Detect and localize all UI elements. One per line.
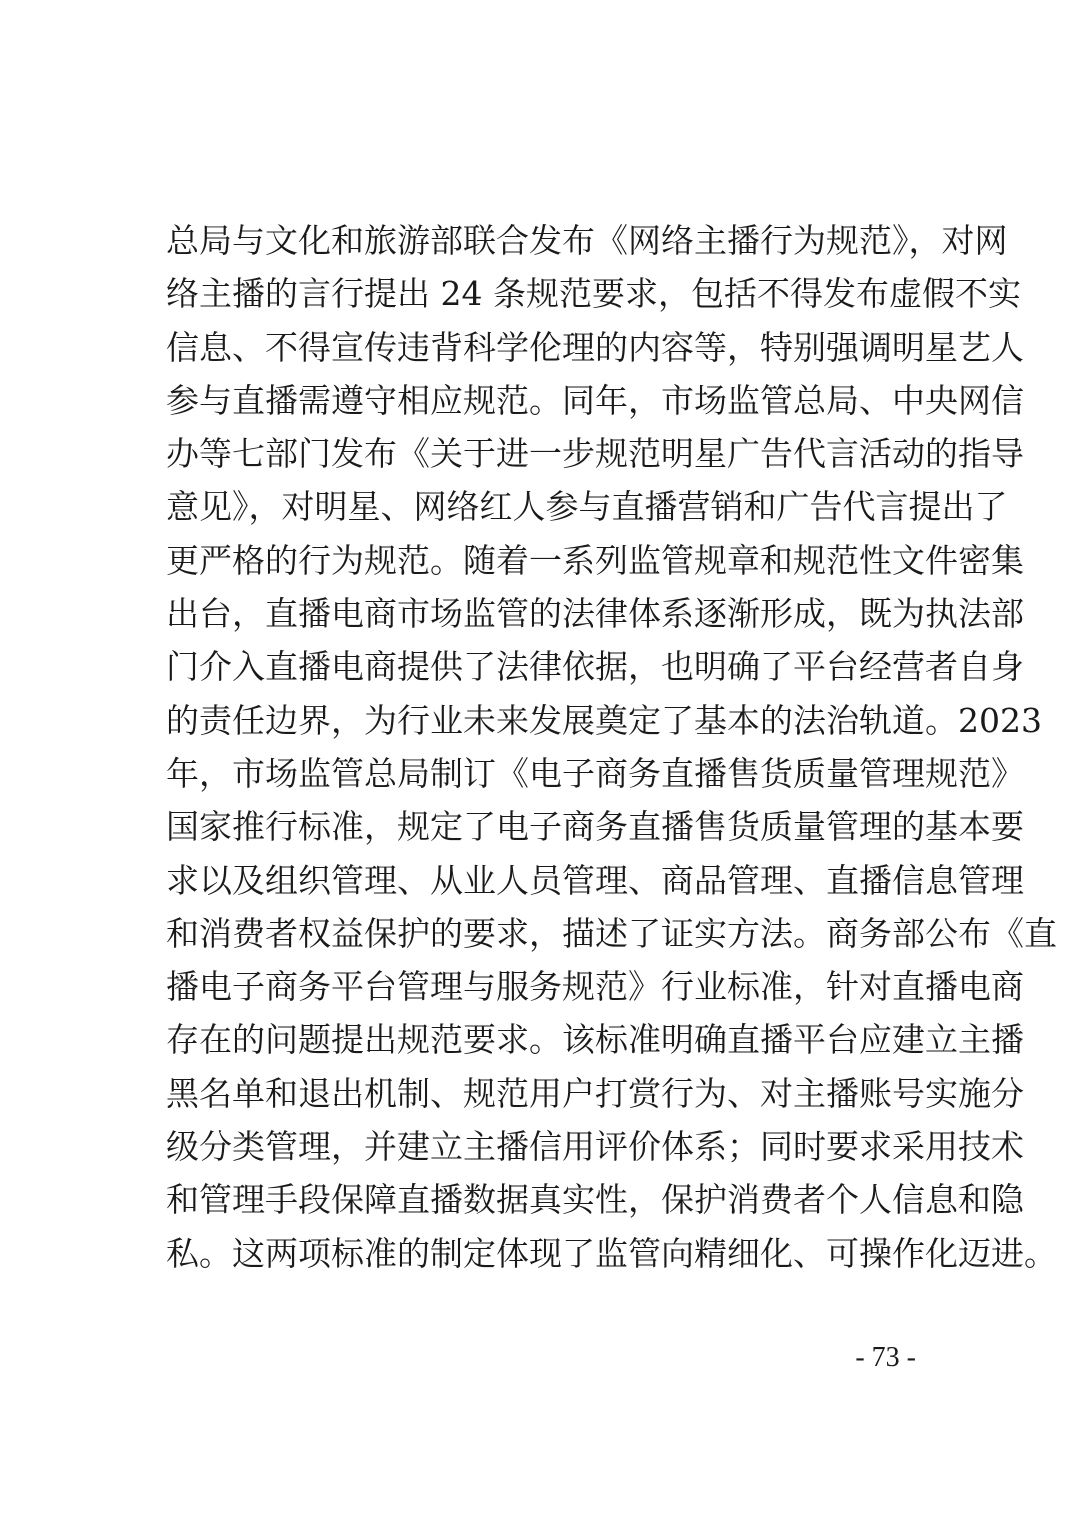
text-line: 黑名单和退出机制、规范用户打赏行为、对主播账号实施分 (166, 1073, 1024, 1113)
page-number: - 73 - (855, 1342, 916, 1373)
text-line: 出台，直播电商市场监管的法律体系逐渐形成，既为执法部 (166, 594, 1024, 634)
text-line: 更严格的行为规范。随着一系列监管规章和规范性文件密集 (166, 540, 1024, 580)
body-paragraph (166, 214, 1057, 1280)
text-line: 存在的问题提出规范要求。该标准明确直播平台应建立主播 (166, 1020, 1024, 1060)
text-line: 级分类管理，并建立主播信用评价体系；同时要求采用技术 (166, 1127, 1024, 1167)
text-line: 办等七部门发布《关于进一步规范明星广告代言活动的指导 (166, 434, 1024, 474)
text-line: 播电子商务平台管理与服务规范》行业标准，针对直播电商 (166, 967, 1024, 1007)
text-line: 络主播的言行提出 24 条规范要求，包括不得发布虚假不实 (166, 274, 1021, 314)
text-line: 参与直播需遵守相应规范。同年，市场监管总局、中央网信 (166, 380, 1024, 420)
text-line: 信息、不得宣传违背科学伦理的内容等，特别强调明星艺人 (166, 327, 1024, 367)
text-line: 的责任边界，为行业未来发展奠定了基本的法治轨道。2023 (166, 700, 1042, 740)
text-line: 门介入直播电商提供了法律依据，也明确了平台经营者自身 (166, 647, 1024, 687)
text-line: 和消费者权益保护的要求，描述了证实方法。商务部公布《直 (166, 913, 1057, 953)
text-line: 年，市场监管总局制订《电子商务直播售货质量管理规范》 (166, 753, 1024, 793)
text-line: 求以及组织管理、从业人员管理、商品管理、直播信息管理 (166, 860, 1024, 900)
text-line: 国家推行标准，规定了电子商务直播售货质量管理的基本要 (166, 807, 1024, 847)
text-line: 意见》，对明星、网络红人参与直播营销和广告代言提出了 (166, 487, 1008, 527)
text-line: 私。这两项标准的制定体现了监管向精细化、可操作化迈进。 (166, 1233, 1057, 1273)
text-line: 和管理手段保障直播数据真实性，保护消费者个人信息和隐 (166, 1180, 1024, 1220)
text-line: 总局与文化和旅游部联合发布《网络主播行为规范》，对网 (166, 221, 1008, 260)
